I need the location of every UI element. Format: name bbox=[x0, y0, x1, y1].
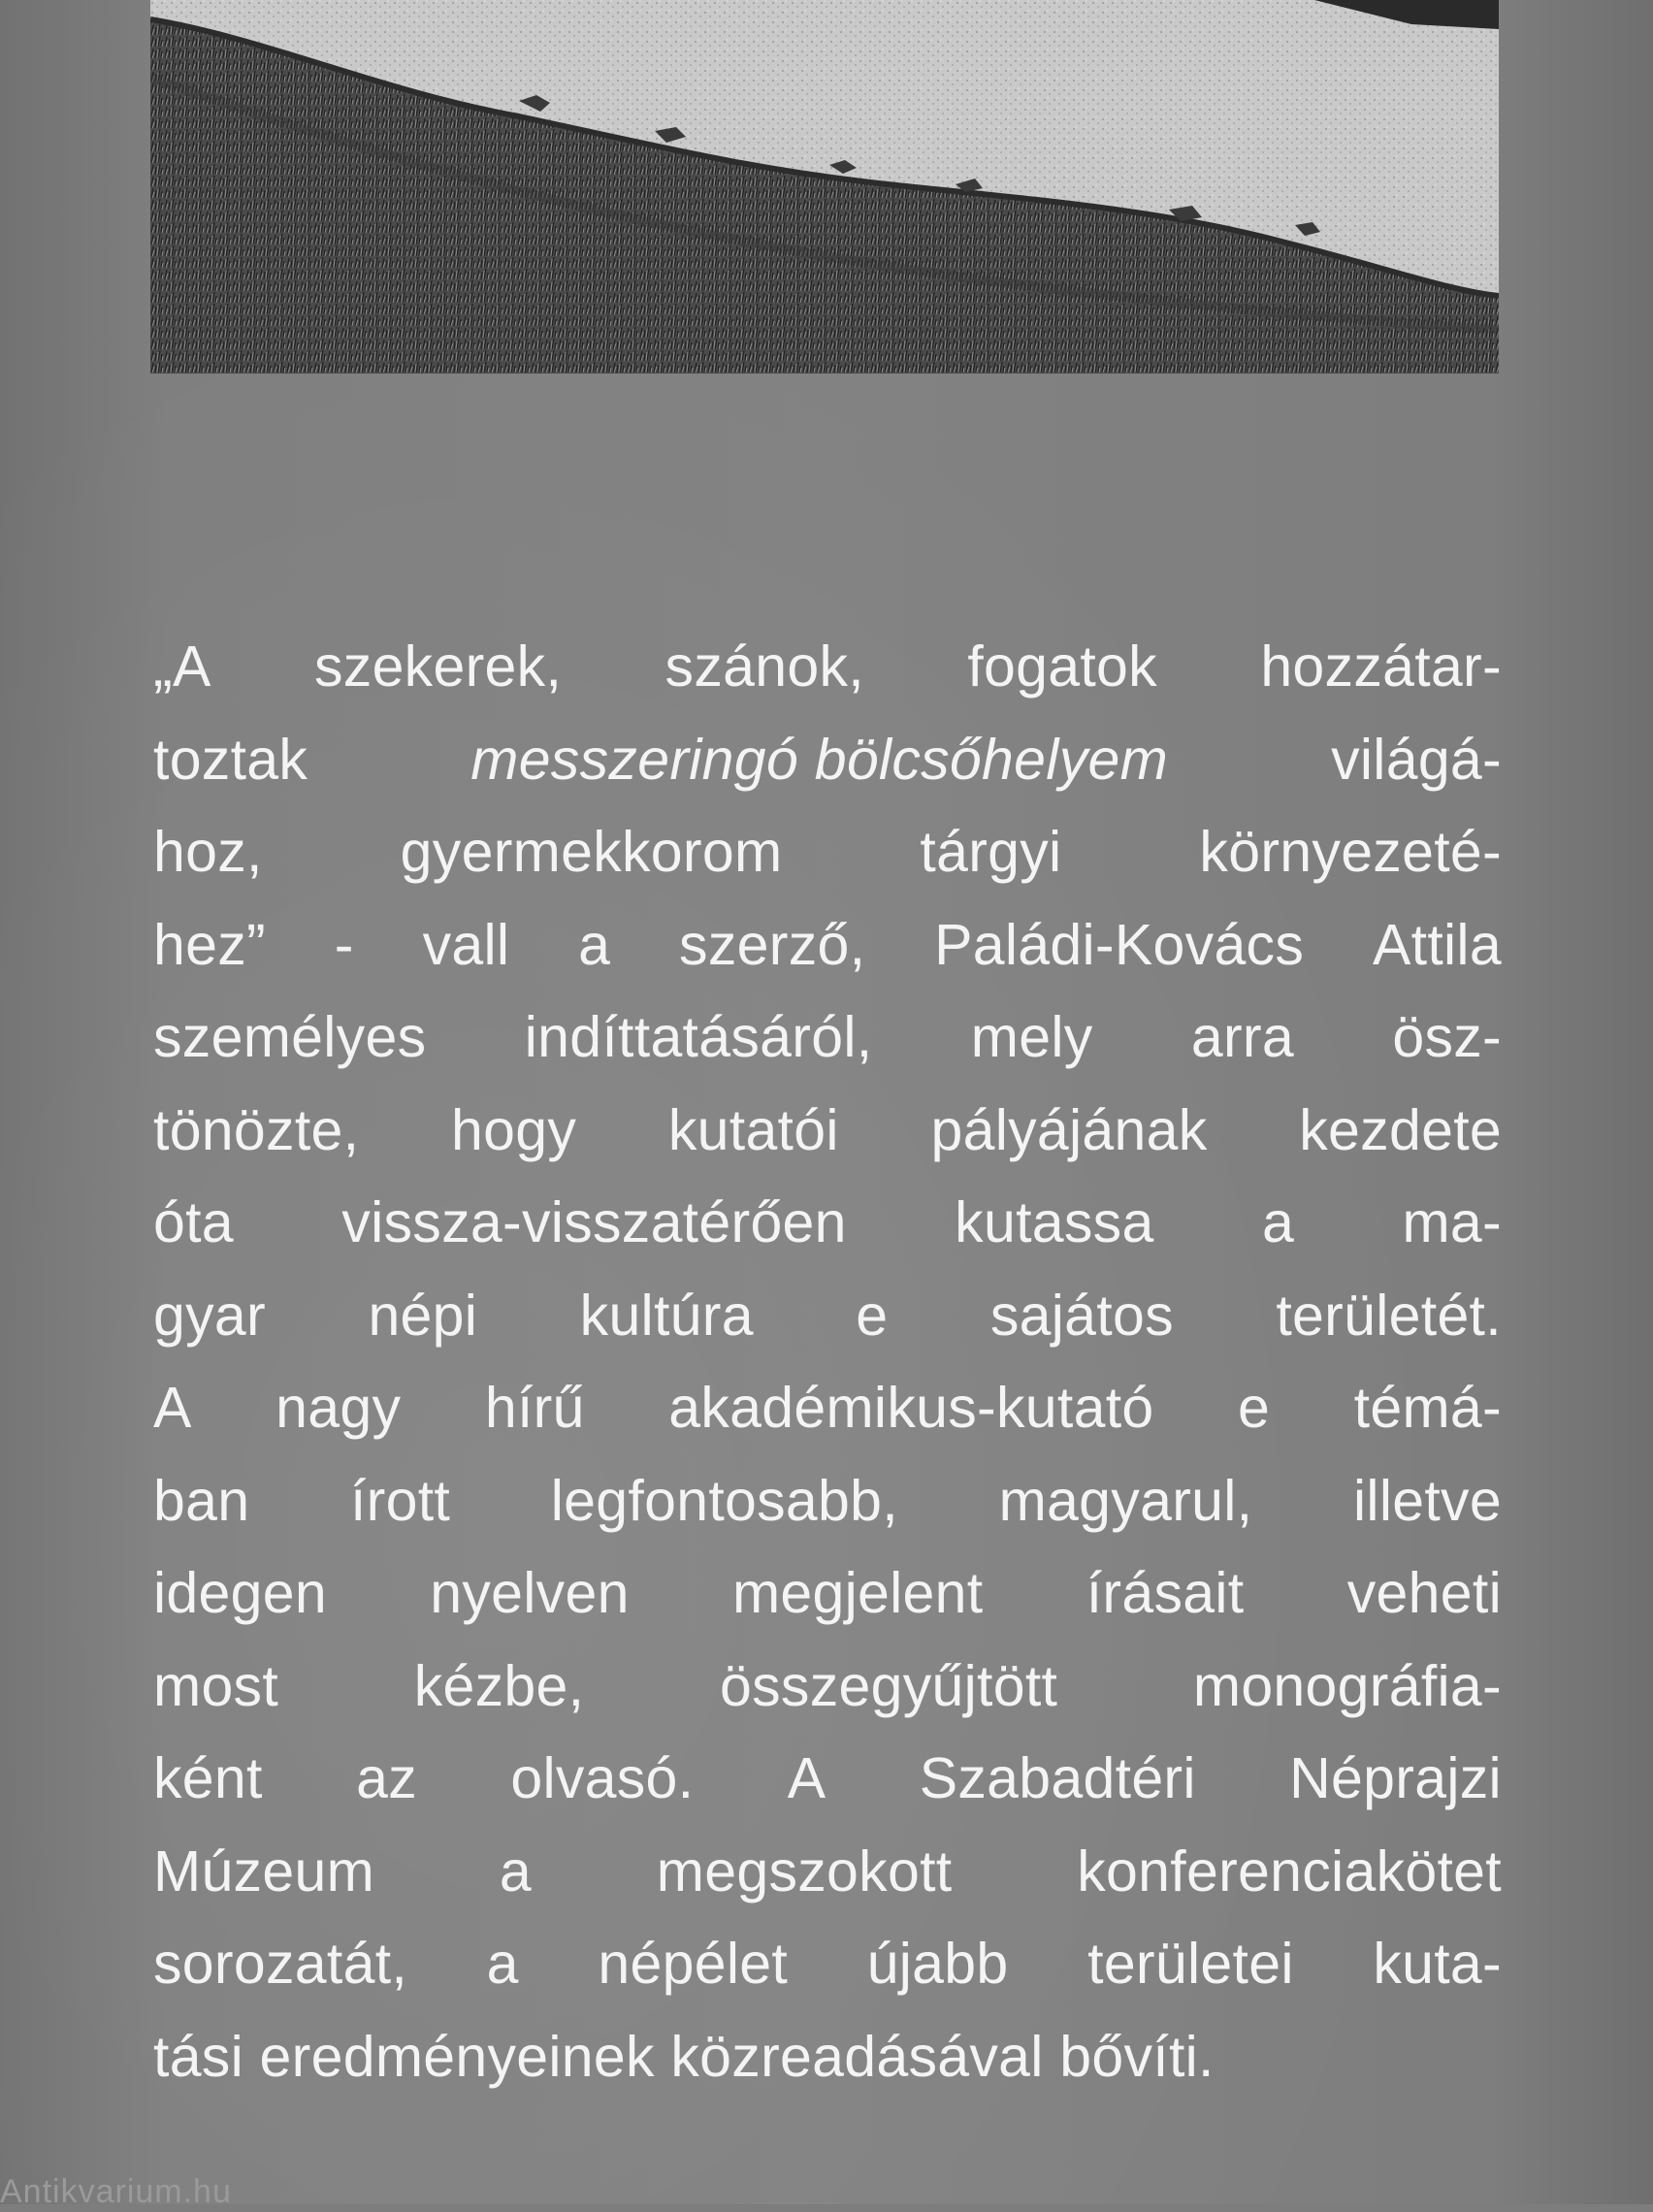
blurb-line bbox=[153, 1085, 1502, 1178]
blurb-word: konferenciakötet bbox=[1077, 1838, 1502, 1903]
blurb-word: területei bbox=[1087, 1932, 1294, 1996]
blurb-word: megjelent bbox=[731, 1561, 984, 1625]
blurb-line bbox=[153, 1177, 1502, 1270]
blurb-line bbox=[153, 714, 1502, 807]
blurb-word: területét. bbox=[1276, 1283, 1502, 1348]
blurb-word: e bbox=[1238, 1376, 1271, 1440]
blurb-word: vall bbox=[422, 912, 510, 977]
blurb-word: szekerek, bbox=[313, 634, 563, 699]
blurb-line bbox=[153, 992, 1502, 1085]
blurb-line bbox=[153, 1641, 1502, 1734]
blurb-word: tárgyi bbox=[920, 820, 1062, 884]
back-cover-blurb bbox=[153, 621, 1502, 2103]
blurb-line bbox=[153, 1733, 1502, 1826]
blurb-word: kuta- bbox=[1373, 1932, 1502, 1996]
blurb-word: „A bbox=[153, 634, 211, 699]
blurb-word: kutassa bbox=[955, 1190, 1154, 1254]
blurb-word: olvasó. bbox=[510, 1746, 695, 1810]
blurb-line bbox=[153, 1547, 1502, 1641]
blurb-word: hírű bbox=[484, 1376, 585, 1440]
blurb-word: ként bbox=[153, 1746, 263, 1810]
blurb-word: óta bbox=[153, 1190, 234, 1254]
cover-photo bbox=[150, 0, 1499, 374]
blurb-word: nagy bbox=[276, 1376, 402, 1440]
blurb-word: akadémikus-kutató bbox=[668, 1376, 1154, 1440]
blurb-word: népi bbox=[368, 1283, 478, 1348]
blurb-word: témá- bbox=[1353, 1376, 1502, 1440]
blurb-word: monográfia- bbox=[1192, 1653, 1502, 1718]
blurb-word: írott bbox=[349, 1468, 451, 1533]
blurb-line bbox=[153, 899, 1502, 992]
blurb-word: Szabadtéri bbox=[919, 1746, 1196, 1810]
blurb-word: most bbox=[153, 1653, 279, 1718]
blurb-word: indíttatásáról, bbox=[524, 1005, 873, 1069]
blurb-word: - bbox=[334, 912, 354, 977]
blurb-word: legfontosabb, bbox=[550, 1468, 898, 1533]
photo-landscape-image bbox=[150, 0, 1499, 374]
blurb-word: világá- bbox=[1331, 727, 1502, 792]
blurb-word: hoz, bbox=[153, 820, 263, 884]
blurb-word: hozzátar- bbox=[1260, 634, 1502, 699]
blurb-word: szánok, bbox=[664, 634, 864, 699]
blurb-word: A bbox=[787, 1746, 826, 1810]
blurb-word: újabb bbox=[866, 1932, 1009, 1996]
blurb-word: pályájának bbox=[930, 1097, 1208, 1162]
blurb-word: fogatok bbox=[967, 634, 1157, 699]
blurb-word: személyes bbox=[153, 1005, 427, 1069]
blurb-word: a bbox=[486, 1932, 519, 1996]
blurb-word: írásait bbox=[1086, 1561, 1245, 1625]
blurb-word: környezeté- bbox=[1199, 820, 1502, 884]
blurb-word: kezdete bbox=[1299, 1097, 1502, 1162]
blurb-word: mely bbox=[970, 1005, 1093, 1069]
blurb-word: népélet bbox=[598, 1932, 789, 1996]
blurb-word: kutatói bbox=[667, 1097, 839, 1162]
blurb-word: e bbox=[856, 1283, 889, 1348]
blurb-line bbox=[153, 1918, 1502, 2011]
blurb-line bbox=[153, 806, 1502, 899]
blurb-word: magyarul, bbox=[998, 1468, 1253, 1533]
blurb-word: ösz- bbox=[1392, 1005, 1502, 1069]
blurb-word: toztak bbox=[153, 727, 308, 792]
blurb-word: tönözte, bbox=[153, 1097, 360, 1162]
blurb-line bbox=[153, 621, 1502, 714]
blurb-word: A bbox=[153, 1376, 192, 1440]
blurb-word: sorozatát, bbox=[153, 1932, 408, 1996]
blurb-word: megszokott bbox=[656, 1838, 953, 1903]
blurb-word: hez” bbox=[153, 912, 266, 977]
blurb-word: nyelven bbox=[430, 1561, 630, 1625]
blurb-word: ma- bbox=[1402, 1190, 1502, 1254]
blurb-word: a bbox=[578, 912, 611, 977]
blurb-word: kultúra bbox=[579, 1283, 754, 1348]
blurb-word: hogy bbox=[451, 1097, 577, 1162]
blurb-word: ban bbox=[153, 1468, 250, 1533]
blurb-line bbox=[153, 1455, 1502, 1548]
blurb-word: idegen bbox=[153, 1561, 327, 1625]
watermark-text: Antikvarium.hu bbox=[0, 2173, 232, 2210]
blurb-word: közreadásával bbox=[670, 2024, 1044, 2089]
blurb-word: illetve bbox=[1353, 1468, 1502, 1533]
blurb-line bbox=[153, 1270, 1502, 1363]
blurb-word: Múzeum bbox=[153, 1838, 375, 1903]
blurb-word: vissza-visszatérően bbox=[341, 1190, 847, 1254]
blurb-word: a bbox=[499, 1838, 532, 1903]
blurb-word: szerző, bbox=[679, 912, 866, 977]
blurb-word: Paládi-Kovács bbox=[934, 912, 1305, 977]
blurb-word: Attila bbox=[1372, 912, 1502, 977]
blurb-word: bővíti. bbox=[1059, 2024, 1215, 2089]
blurb-word: összegyűjtött bbox=[719, 1653, 1058, 1718]
blurb-word: sajátos bbox=[989, 1283, 1174, 1348]
blurb-word: arra bbox=[1190, 1005, 1294, 1069]
blurb-word: veheti bbox=[1346, 1561, 1502, 1625]
blurb-word: gyar bbox=[153, 1283, 266, 1348]
blurb-line bbox=[153, 1362, 1502, 1455]
blurb-word: gyermekkorom bbox=[400, 820, 783, 884]
blurb-word: tási bbox=[153, 2024, 244, 2089]
blurb-word: a bbox=[1261, 1190, 1295, 1254]
blurb-word: Néprajzi bbox=[1289, 1746, 1502, 1810]
blurb-line bbox=[153, 1826, 1502, 1919]
italic-phrase: messzeringó bölcsőhelyem bbox=[470, 727, 1169, 792]
blurb-line bbox=[153, 2011, 1502, 2104]
blurb-word: az bbox=[356, 1746, 417, 1810]
blurb-word: kézbe, bbox=[413, 1653, 585, 1718]
blurb-word: eredményeinek bbox=[259, 2024, 655, 2089]
